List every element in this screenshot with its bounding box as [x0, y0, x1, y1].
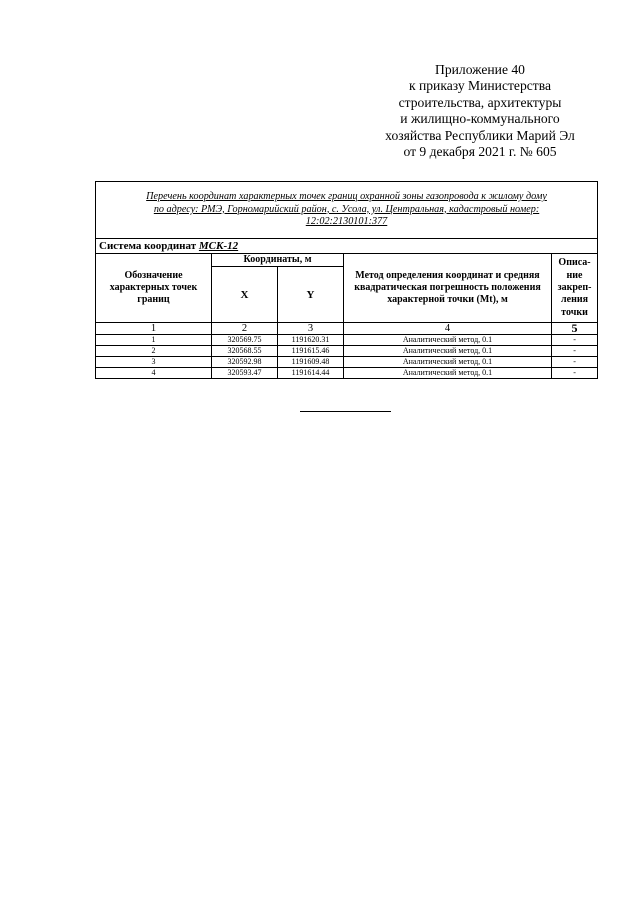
appendix-line: от 9 декабря 2021 г. № 605: [403, 144, 557, 160]
table-row: [96, 357, 598, 368]
cell-y: 1191609.48: [278, 357, 344, 368]
column-number: 1: [96, 323, 212, 335]
cell-x: 320592.98: [212, 357, 278, 368]
header-y: Y: [278, 267, 344, 323]
cell-method: Аналитический метод, 0.1: [344, 368, 552, 379]
table-title-line: 12:02:2130101:377: [305, 216, 388, 228]
appendix-line: Приложение 40: [435, 62, 525, 77]
cell-description: -: [552, 357, 598, 368]
table-title: [96, 182, 598, 239]
cell-method: Аналитический метод, 0.1: [344, 335, 552, 346]
cell-description: -: [552, 346, 598, 357]
closing-divider: [300, 411, 391, 412]
cell-point: 3: [96, 357, 212, 368]
table-title-line: по адресу: РМЭ, Горномарийский район, с. Усола, ул. Центральная, кадастровый номер:: [153, 203, 540, 215]
table-row: [96, 346, 598, 357]
cell-description: -: [552, 335, 598, 346]
table-row: [96, 335, 598, 346]
column-number: 5: [552, 323, 598, 335]
table-row: [96, 368, 598, 379]
header-method: Метод определения координат и средняя квадратическая погрешность положения характерной точки (Mt), м: [344, 254, 552, 323]
appendix-line: хозяйства Республики Марий Эл: [385, 127, 575, 143]
coordinate-system-code: МСК-12: [198, 240, 239, 252]
appendix-line: строительства, архитектуры: [398, 94, 562, 110]
cell-description: -: [552, 368, 598, 379]
cell-y: 1191620.31: [278, 335, 344, 346]
header-point-label: Обозначение характерных точек границ: [96, 254, 212, 323]
cell-x: 320593.47: [212, 368, 278, 379]
cell-x: 320569.75: [212, 335, 278, 346]
coordinates-table: [95, 181, 598, 379]
header-coords: Координаты, м: [212, 254, 344, 267]
column-number: 3: [278, 323, 344, 335]
cell-point: 4: [96, 368, 212, 379]
table-title-line: Перечень координат характерных точек границ охранной зоны газопровода к жилому дому: [146, 190, 547, 202]
column-number: 2: [212, 323, 278, 335]
appendix-header: [340, 62, 620, 160]
cell-y: 1191614.44: [278, 368, 344, 379]
cell-method: Аналитический метод, 0.1: [344, 346, 552, 357]
coordinate-system-label: Система координат: [99, 240, 199, 252]
header-x: X: [212, 267, 278, 323]
cell-method: Аналитический метод, 0.1: [344, 357, 552, 368]
column-number: 4: [344, 323, 552, 335]
cell-x: 320568.55: [212, 346, 278, 357]
cell-point: 1: [96, 335, 212, 346]
appendix-line: и жилищно-коммунального: [400, 111, 560, 127]
header-description: Описа-ние закреп-ления точки: [552, 254, 598, 323]
coordinate-system-row: [96, 239, 598, 254]
cell-y: 1191615.46: [278, 346, 344, 357]
cell-point: 2: [96, 346, 212, 357]
appendix-line: к приказу Министерства: [408, 78, 552, 94]
